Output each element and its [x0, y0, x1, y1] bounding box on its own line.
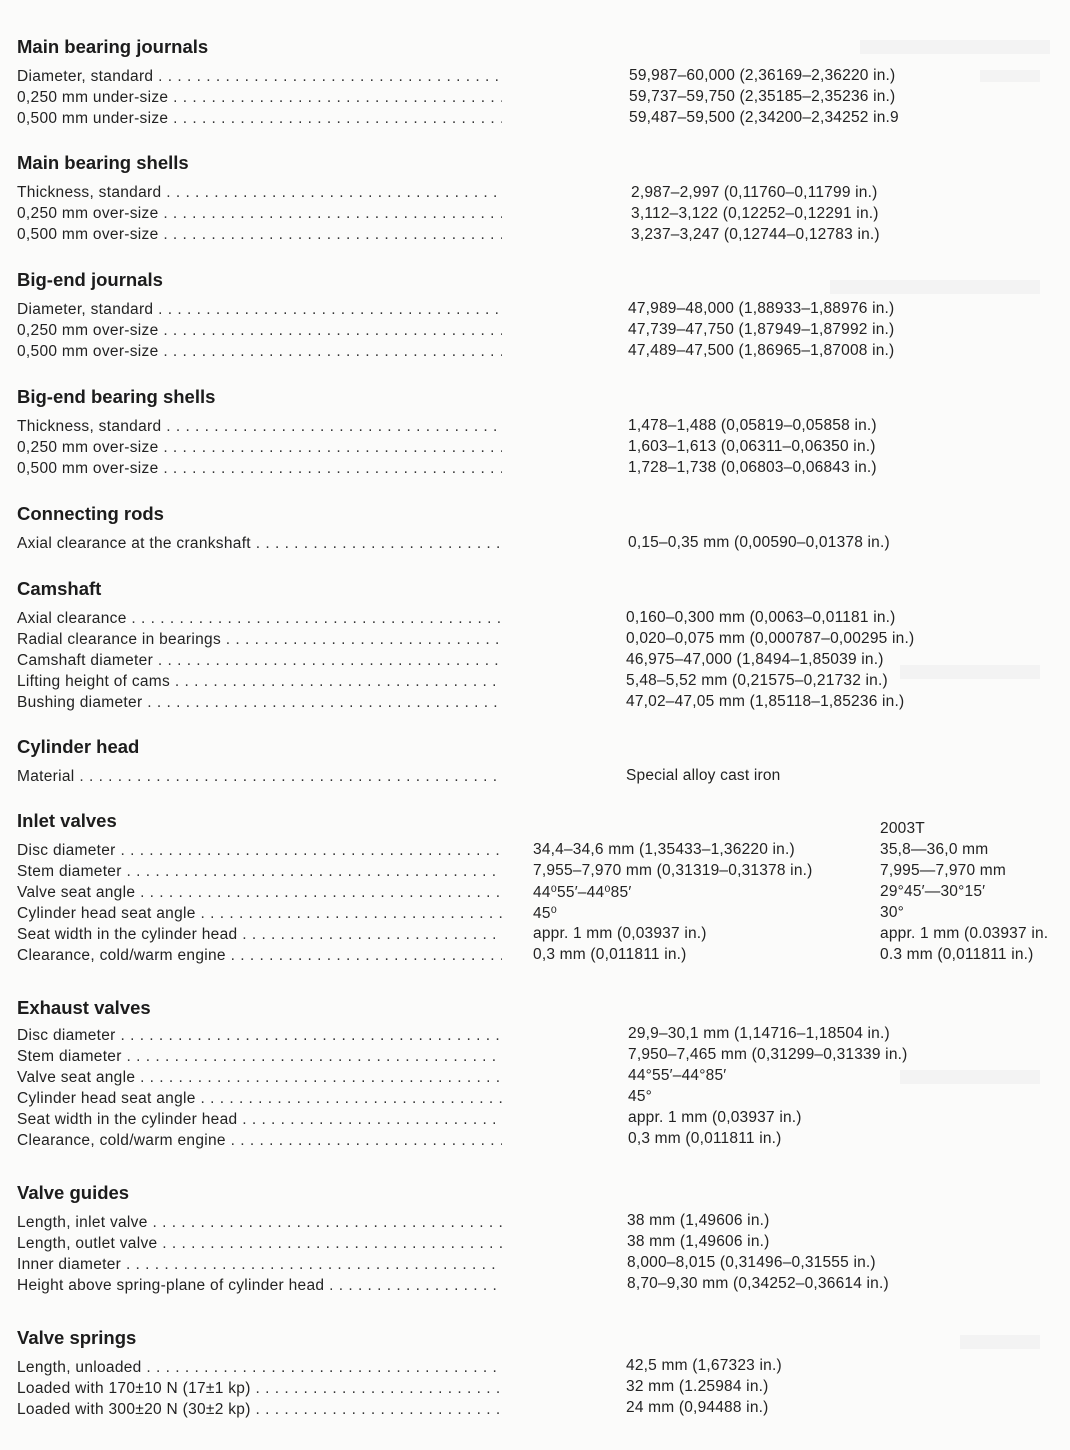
spec-value-alt: 30°: [880, 904, 905, 921]
spec-label: Height above spring-plane of cylinder head . . .: [17, 1277, 502, 1295]
section-title-valve-springs: Valve springs: [17, 1327, 137, 1348]
spec-label: Disc diameter . . .: [17, 1027, 502, 1045]
spec-label: 0,500 mm over-size . . .: [17, 460, 502, 478]
spec-value-alt: 35,8—36,0 mm: [880, 841, 989, 858]
section-title-valve-guides: Valve guides: [17, 1182, 130, 1203]
spec-label: Seat width in the cylinder head . . .: [17, 1111, 502, 1129]
spec-label: Thickness, standard . . .: [17, 184, 502, 202]
spec-value: 46,975–47,000 (1,8494–1,85039 in.): [626, 651, 884, 668]
section-title-big-end-journals: Big-end journals: [17, 269, 163, 290]
spec-label: Valve seat angle . . .: [17, 1069, 502, 1087]
section-title-main-bearing-journals: Main bearing journals: [17, 36, 209, 57]
spec-label: Radial clearance in bearings . . .: [17, 631, 502, 649]
spec-value: 45⁰: [533, 905, 558, 922]
section-title-main-bearing-shells: Main bearing shells: [17, 152, 189, 173]
spec-label: Length, outlet valve . . .: [17, 1235, 502, 1253]
spec-label: Length, unloaded . . .: [17, 1359, 502, 1377]
spec-value: 47,02–47,05 mm (1,85118–1,85236 in.): [626, 693, 905, 710]
spec-value: 47,989–48,000 (1,88933–1,88976 in.): [628, 300, 895, 317]
spec-label: Stem diameter . . .: [17, 1048, 502, 1066]
section-title-connecting-rods: Connecting rods: [17, 503, 164, 524]
spec-label: Seat width in the cylinder head . . .: [17, 926, 502, 944]
spec-value: 8,000–8,015 (0,31496–0,31555 in.): [627, 1254, 876, 1271]
spec-label: 0,500 mm over-size . . .: [17, 343, 502, 361]
spec-value: 44⁰55′–44⁰85′: [533, 884, 632, 901]
spec-value: 3,112–3,122 (0,12252–0,12291 in.): [631, 205, 879, 222]
section-title-camshaft: Camshaft: [17, 578, 102, 599]
spec-label: Stem diameter . . .: [17, 863, 502, 881]
spec-value: 38 mm (1,49606 in.): [627, 1212, 770, 1229]
spec-value: 2,987–2,997 (0,11760–0,11799 in.): [631, 184, 878, 201]
spec-label: Loaded with 170±10 N (17±1 kp) . . .: [17, 1380, 502, 1398]
spec-label: Thickness, standard . . .: [17, 418, 502, 436]
spec-value: 38 mm (1,49606 in.): [627, 1233, 770, 1250]
spec-value: Special alloy cast iron: [626, 767, 781, 784]
spec-label: Diameter, standard . . .: [17, 301, 502, 319]
spec-value: 7,950–7,465 mm (0,31299–0,31339 in.): [628, 1046, 908, 1063]
spec-label: 0,250 mm over-size . . .: [17, 205, 502, 223]
spec-value: 44°55′–44°85′: [628, 1067, 727, 1084]
spec-label: Valve seat angle . . .: [17, 884, 502, 902]
spec-value: 0,15–0,35 mm (0,00590–0,01378 in.): [628, 534, 890, 551]
spec-label: Lifting height of cams . . .: [17, 673, 502, 691]
spec-label: 0,250 mm over-size . . .: [17, 439, 502, 457]
spec-label: Disc diameter . . .: [17, 842, 502, 860]
spec-value: 47,489–47,500 (1,86965–1,87008 in.): [628, 342, 895, 359]
spec-value-alt: 29°45′—30°15′: [880, 883, 986, 900]
spec-value-alt: appr. 1 mm (0.03937 in.: [880, 925, 1049, 942]
spec-value-alt: 0.3 mm (0,011811 in.): [880, 946, 1034, 963]
spec-value-alt: 7,995—7,970 mm: [880, 862, 1007, 879]
spec-value: 8,70–9,30 mm (0,34252–0,36614 in.): [627, 1275, 889, 1292]
spec-label: Loaded with 300±20 N (30±2 kp) . . .: [17, 1401, 502, 1419]
spec-value: 1,478–1,488 (0,05819–0,05858 in.): [628, 417, 877, 434]
model-column-header: 2003T: [880, 820, 925, 837]
spec-value: 7,955–7,970 mm (0,31319–0,31378 in.): [533, 862, 813, 879]
section-title-exhaust-valves: Exhaust valves: [17, 997, 151, 1018]
spec-label: Clearance, cold/warm engine . . .: [17, 1132, 502, 1150]
spec-value: appr. 1 mm (0,03937 in.): [628, 1109, 802, 1126]
spec-value: 59,487–59,500 (2,34200–2,34252 in.9: [629, 109, 899, 126]
spec-value: 5,48–5,52 mm (0,21575–0,21732 in.): [626, 672, 888, 689]
spec-value: 32 mm (1.25984 in.): [626, 1378, 769, 1395]
spec-value: 0,3 mm (0,011811 in.): [533, 946, 687, 963]
spec-label: Cylinder head seat angle . . .: [17, 905, 502, 923]
spec-label: Clearance, cold/warm engine . . .: [17, 947, 502, 965]
spec-value: 47,739–47,750 (1,87949–1,87992 in.): [628, 321, 895, 338]
spec-label: Bushing diameter . . .: [17, 694, 502, 712]
spec-value: 1,603–1,613 (0,06311–0,06350 in.): [628, 438, 876, 455]
spec-value: 1,728–1,738 (0,06803–0,06843 in.): [628, 459, 877, 476]
spec-value: 0,020–0,075 mm (0,000787–0,00295 in.): [626, 630, 915, 647]
spec-label: 0,250 mm under-size . . .: [17, 89, 502, 107]
spec-label: Axial clearance at the crankshaft . . .: [17, 535, 502, 553]
spec-value: 0,160–0,300 mm (0,0063–0,01181 in.): [626, 609, 896, 626]
spec-value: 59,737–59,750 (2,35185–2,35236 in.): [629, 88, 896, 105]
section-title-inlet-valves: Inlet valves: [17, 810, 117, 831]
spec-value: 59,987–60,000 (2,36169–2,36220 in.): [629, 67, 896, 84]
spec-value: 34,4–34,6 mm (1,35433–1,36220 in.): [533, 841, 795, 858]
spec-label: Length, inlet valve . . .: [17, 1214, 502, 1232]
spec-label: 0,250 mm over-size . . .: [17, 322, 502, 340]
spec-label: Inner diameter . . .: [17, 1256, 502, 1274]
spec-label: Material . . .: [17, 768, 502, 786]
spec-label: 0,500 mm over-size . . .: [17, 226, 502, 244]
spec-value: 42,5 mm (1,67323 in.): [626, 1357, 782, 1374]
spec-label: Camshaft diameter . . .: [17, 652, 502, 670]
spec-value: 0,3 mm (0,011811 in.): [628, 1130, 782, 1147]
spec-label: Diameter, standard . . .: [17, 68, 502, 86]
spec-value: 29,9–30,1 mm (1,14716–1,18504 in.): [628, 1025, 890, 1042]
spec-label: Axial clearance . . .: [17, 610, 502, 628]
spec-value: appr. 1 mm (0,03937 in.): [533, 925, 707, 942]
spec-value: 24 mm (0,94488 in.): [626, 1399, 769, 1416]
section-title-cylinder-head: Cylinder head: [17, 736, 140, 757]
spec-label: Cylinder head seat angle . . .: [17, 1090, 502, 1108]
spec-value: 45°: [628, 1088, 653, 1105]
spec-value: 3,237–3,247 (0,12744–0,12783 in.): [631, 226, 880, 243]
spec-label: 0,500 mm under-size . . .: [17, 110, 502, 128]
section-title-big-end-bearing-shells: Big-end bearing shells: [17, 386, 216, 407]
